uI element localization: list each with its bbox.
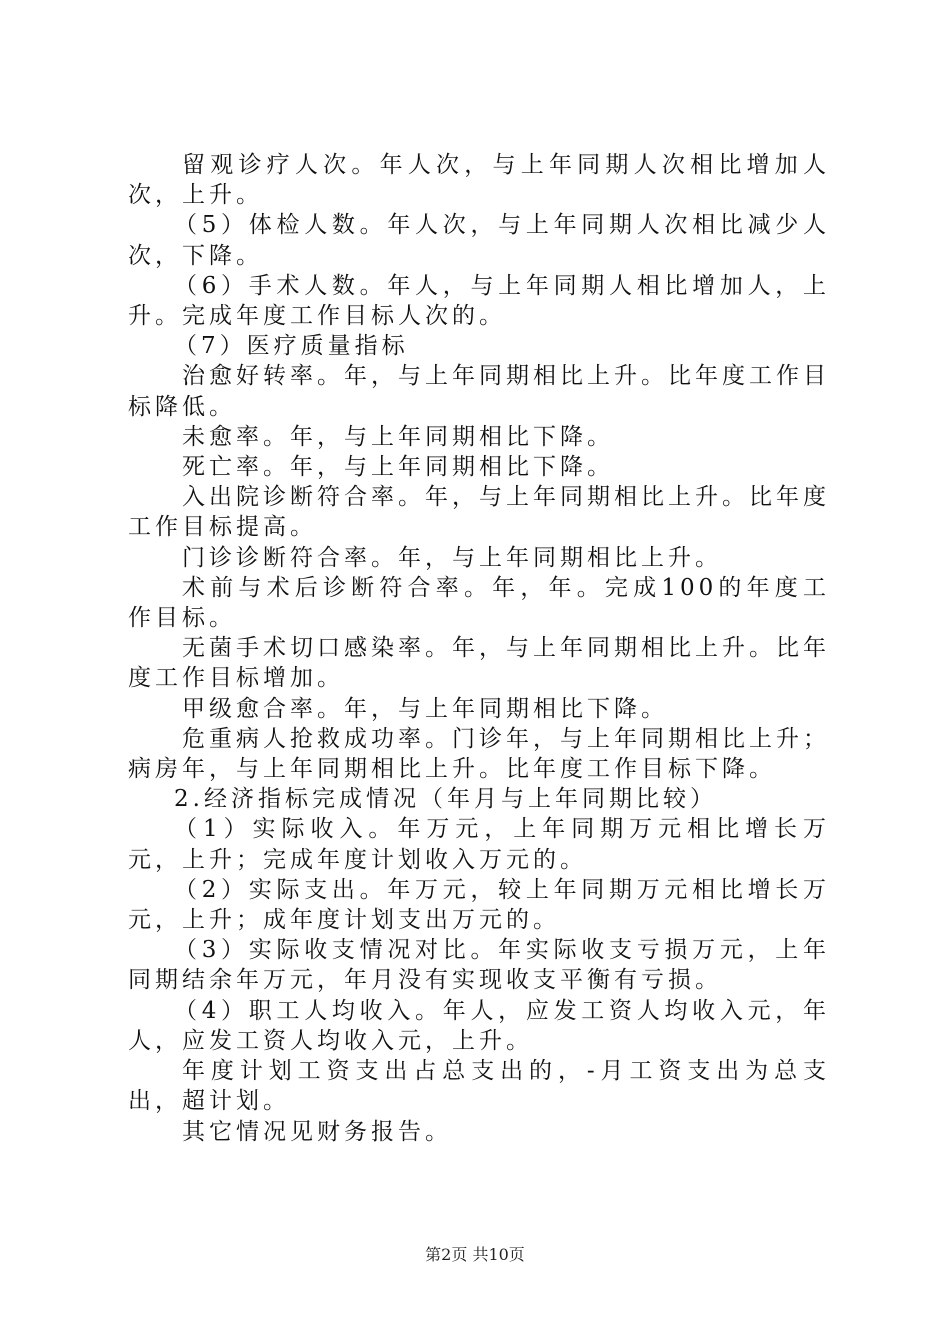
paragraph: 甲级愈合率。年，与上年同期相比下降。: [182, 695, 668, 722]
paragraph: 术前与术后诊断符合率。年，年。完成100的年度工作目标。: [128, 574, 830, 632]
paragraph: （2）实际支出。年万元，较上年同期万元相比增长万元，上升；成年度计划支出万元的。: [128, 876, 830, 934]
paragraph: 入出院诊断符合率。年，与上年同期相比上升。比年度工作目标提高。: [128, 484, 830, 541]
paragraph: 留观诊疗人次。年人次，与上年同期人次相比增加人次，上升。: [128, 152, 830, 209]
paragraph: 未愈率。年，与上年同期相比下降。: [182, 423, 614, 450]
paragraph: 无菌手术切口感染率。年，与上年同期相比上升。比年度工作目标增加。: [128, 635, 830, 692]
paragraph: （6）手术人数。年人，与上年同期人相比增加人，上升。完成年度工作目标人次的。: [128, 272, 830, 330]
section-heading: （7）医疗质量指标: [174, 333, 409, 360]
paragraph: （1）实际收入。年万元，上年同期万元相比增长万元，上升；完成年度计划收入万元的。: [128, 816, 830, 873]
paragraph: 死亡率。年，与上年同期相比下降。: [182, 454, 614, 481]
paragraph: 治愈好转率。年，与上年同期相比上升。比年度工作目标降低。: [128, 363, 830, 420]
paragraph: 年度计划工资支出占总支出的，-月工资支出为总支出，超计划。: [128, 1058, 830, 1115]
paragraph: （5）体检人数。年人次，与上年同期人次相比减少人次，下降。: [128, 212, 830, 269]
paragraph: 其它情况见财务报告。: [182, 1118, 452, 1145]
paragraph: （3）实际收支情况对比。年实际收支亏损万元，上年同期结余年万元，年月没有实现收支平衡有亏损。: [128, 937, 830, 994]
paragraph: 危重病人抢救成功率。门诊年，与上年同期相比上升；病房年，与上年同期相比上升。比年度工作目标下降。: [128, 725, 830, 783]
paragraph: （4）职工人均收入。年人，应发工资人均收入元，年人，应发工资人均收入元，上升。: [128, 997, 830, 1054]
section-heading: 2.经济指标完成情况（年月与上年同期比较）: [174, 786, 717, 813]
paragraph: 门诊诊断符合率。年，与上年同期相比上升。: [182, 544, 722, 571]
body-text: [128, 150, 830, 1147]
page-number-footer: 第2页 共10页: [425, 1245, 525, 1264]
